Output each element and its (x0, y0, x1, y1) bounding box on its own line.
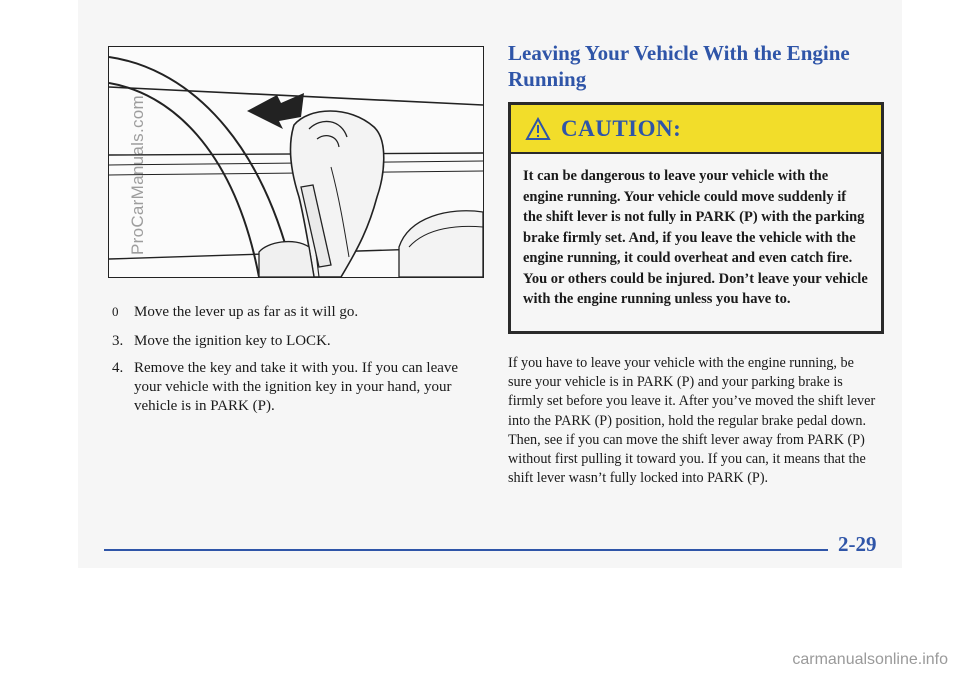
bullet-item (108, 303, 480, 322)
left-instructions (108, 303, 480, 424)
site-watermark: carmanualsonline.info (792, 651, 948, 668)
step-number: 3. (112, 333, 124, 349)
side-watermark: ProCarManuals.com (128, 94, 147, 256)
step-text: Remove the key and take it with you. If you can leave your vehicle with the ignition key in your hand, your vehicle is in PARK (P). (134, 360, 459, 414)
caution-box (508, 102, 884, 334)
page-number: 2-29 (838, 532, 877, 556)
bullet-text: Move the lever up as far as it will go. (134, 304, 359, 320)
lever-drawing (109, 47, 483, 277)
body-paragraph: If you have to leave your vehicle with the engine running, be sure your vehicle is in PARK (P) and your parking brake is firmly set before you leave it. After you’ve moved the shift lever into the PARK (P) position, hold the regular brake pedal down. Then, see if you can move the shift lever away from PARK (P) without first pulling it toward you. If you can, it means that the shift lever wasn’t fully locked into PARK (P). (508, 355, 876, 487)
footer-rule (104, 549, 828, 551)
caution-text: It can be dangerous to leave your vehicle with the engine running. Your vehicle could move suddenly if the shift lever is not fully in PARK (P) with the parking brake firmly set. And, if you leave the vehicle with the engine running, it could overheat and even catch fire. You or others could be injured. Don’t leave your vehicle with the engine running unless you have to. (523, 168, 868, 307)
step-item (108, 332, 480, 351)
shift-lever-illustration (108, 46, 484, 278)
bullet-mark: 0 (112, 304, 119, 319)
step-item (108, 359, 480, 416)
section-heading: Leaving Your Vehicle With the Engine Running (508, 41, 850, 91)
step-number: 4. (112, 360, 124, 376)
caution-title: CAUTION: (561, 115, 682, 141)
step-text: Move the ignition key to LOCK. (134, 333, 331, 349)
warning-triangle-icon (525, 117, 551, 141)
caution-header (511, 105, 881, 154)
